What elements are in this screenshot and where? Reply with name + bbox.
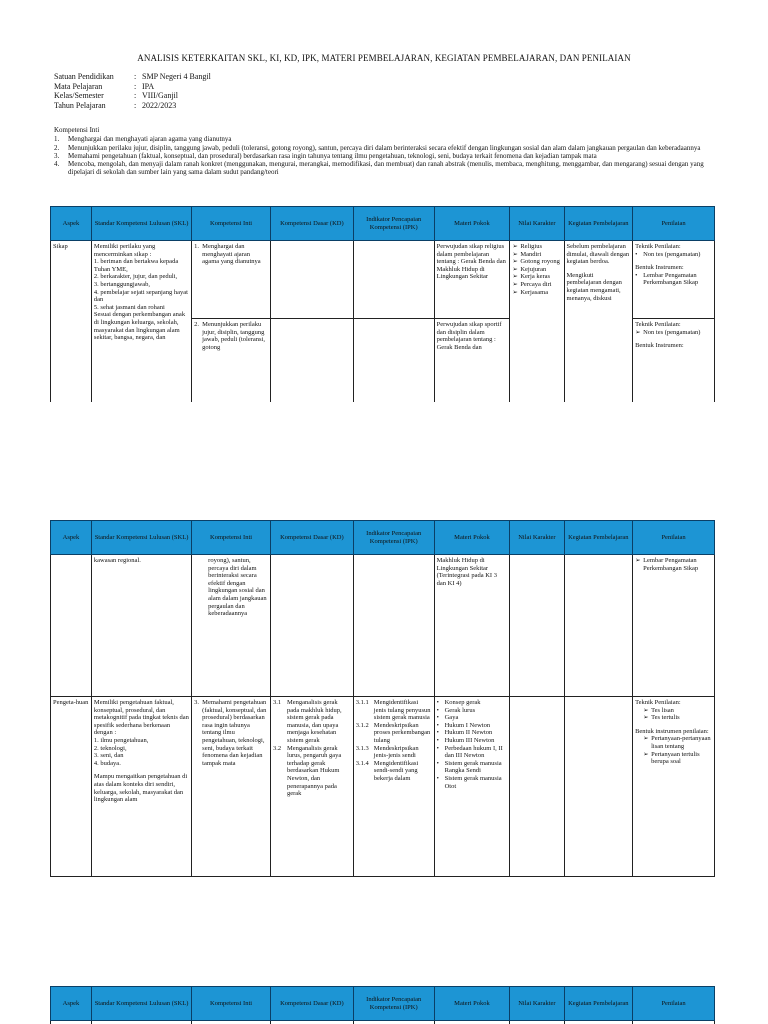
list-item: 3.1.1 Mengidentifikasi jenis tulang penyusun sistem gerak manusia xyxy=(355,699,431,722)
table-section-1 xyxy=(50,206,716,402)
list-item: ➢ Pertanyaan tertulis berupa soal xyxy=(643,750,700,766)
meta-label: Satuan Pendidikan xyxy=(54,72,114,81)
list-item: ➢ Kejujuran xyxy=(512,265,547,273)
penilaian-cell: Teknik Penilaian: ➢ Non tes (pengamatan) Bentuk Instrumen: xyxy=(633,319,715,403)
bullet-icon: • xyxy=(436,736,439,744)
ipk-cell xyxy=(353,697,434,877)
header-cell: Standar Kompetensi Lulusan (SKL) xyxy=(91,207,191,241)
document-title: ANALISIS KETERKAITAN SKL, KI, KD, IPK, MATERI PEMBELAJARAN, KEGIATAN PEMBELAJARAN, DAN PENILAIAN xyxy=(137,53,631,63)
header-cell: Penilaian xyxy=(633,987,715,1021)
list-item: ➢ Percaya diri xyxy=(512,280,552,288)
table-row xyxy=(51,697,715,877)
materi-cell xyxy=(434,697,510,877)
meta-label: Tahun Pelajaran xyxy=(54,100,106,110)
bullet-icon: • xyxy=(635,271,638,279)
arrow-bullet-icon: ➢ xyxy=(635,557,641,564)
table-section-2 xyxy=(50,520,716,878)
header-cell: Indikator Pencapaian Kompetensi (IPK) xyxy=(353,207,434,241)
bullet-icon: • xyxy=(436,744,439,752)
header-cell: Indikator Pencapaian Kompetensi (IPK) xyxy=(353,521,434,555)
penilaian-cell xyxy=(633,555,715,697)
arrow-bullet-icon: ➢ xyxy=(512,288,518,296)
header-cell: Indikator Pencapaian Kompetensi (IPK) xyxy=(353,987,434,1021)
list-item: • Hukum I Newton xyxy=(436,721,491,729)
table-header-row xyxy=(51,987,715,1021)
ki-item: 4. Mencoba, mengolah, dan menyaji dalam ranah konkret (menggunakan, mengurai, merangkai, memodifikasi, dan membuat) dan ranah abstrak (menulis, membaca, menghitung, menggambar, dan mengarang) sesuai dengan yang dipelajari di sekolah dan sumber lain yang sama dalam sudut pandang/teori xyxy=(54,160,704,177)
table-header-row xyxy=(51,521,715,555)
analysis-table xyxy=(50,206,715,402)
header-cell: Aspek xyxy=(51,207,92,241)
ki-cell: royong), santun, percaya diri dalam berinteraksi secara efektif dengan lingkungan sosial dan alam dalam jangkauan pergaulan dan keberadaannya xyxy=(192,555,271,697)
analysis-table xyxy=(50,986,715,1024)
header-cell: Standar Kompetensi Lulusan (SKL) xyxy=(91,987,191,1021)
header-cell: Kompetensi Dasar (KD) xyxy=(270,987,353,1021)
table-section-3 xyxy=(50,986,716,1024)
list-item: 3.1.4 Mengidentifikasi sendi-sendi yang bekerja dalam xyxy=(355,759,419,782)
list-item: ➢ Mandiri xyxy=(512,250,542,258)
list-item: • Sistem gerak manusia Otot xyxy=(436,774,502,790)
meta-value: IPA xyxy=(142,81,155,91)
arrow-bullet-icon: ➢ xyxy=(643,750,649,758)
aspek-cell xyxy=(51,555,92,697)
list-item: • Gerak lurus xyxy=(436,706,476,714)
kegiatan-cell xyxy=(564,697,633,877)
list-item: ➢ Kerja keras xyxy=(512,273,551,281)
list-item: 3.1.2 Mendeskripsikan proses perkembangan tulang xyxy=(355,721,431,744)
arrow-bullet-icon: ➢ xyxy=(512,250,518,258)
list-item: ➢ Tes lisan xyxy=(643,706,674,714)
bullet-icon: • xyxy=(436,759,439,767)
arrow-bullet-icon: ➢ xyxy=(512,280,518,288)
list-item: • Sistem gerak manusia Rangka Sendi xyxy=(436,759,502,775)
list-item: • Perbedaan hukum I, II dan III Newton xyxy=(436,744,503,760)
penilaian-cell: Teknik Penilaian: • Non tes (pengamatan) Bentuk Instrumen: • Lembar Pengamatan Perkembangan Sikap xyxy=(633,241,715,319)
header-cell: Standar Kompetensi Lulusan (SKL) xyxy=(91,521,191,555)
table-row xyxy=(51,1021,715,1024)
kegiatan-cell xyxy=(564,555,633,697)
header-cell: Aspek xyxy=(51,521,92,555)
meta-row: Tahun Pelajaran : 2022/2023 xyxy=(54,100,177,110)
header-cell: Aspek xyxy=(51,987,92,1021)
bullet-icon: • xyxy=(436,729,439,737)
ki-heading: Kompetensi Inti xyxy=(54,126,100,134)
table-row xyxy=(51,555,715,697)
header-cell: Materi Pokok xyxy=(434,521,510,555)
arrow-bullet-icon: ➢ xyxy=(643,714,649,722)
bullet-icon: • xyxy=(436,714,439,722)
list-item: 3.1 Menganalisis gerak pada makhluk hidup, sistem gerak pada manusia, dan upaya menjaga kesehatan sistem gerak xyxy=(272,699,342,744)
skl-cell: Memiliki perilaku yang mencerminkan sikap : 1. beriman dan bertakwa kepada Tuhan YME, 2. berkarakter, jujur, dan peduli, 3. bertanggungjawab, 4. pembelajar sejati sepanjang hayat dan 5. sehat jasmani dan rohani Sesuai dengan perkembangan anak di lingkungan keluarga, sekolah, masyarakat dan lingkungan alam sekitar, bangsa, negara, dan xyxy=(91,241,191,403)
kompetensi-inti-list xyxy=(54,126,724,177)
list-item: • Konsep gerak xyxy=(436,699,481,706)
bullet-icon: • xyxy=(635,250,638,258)
kd-cell xyxy=(270,241,353,319)
header-cell: Kompetensi Inti xyxy=(192,521,271,555)
meta-value: VIII/Ganjil xyxy=(142,91,178,100)
nilai-karakter-cell xyxy=(510,697,564,877)
materi-cell: Perwujudan sikap sportif dan disiplin dalam pembelajaran tentang : Gerak Benda dan xyxy=(434,319,510,403)
kd-cell xyxy=(270,319,353,403)
ki-cell: 2. Menunjukkan perilaku jujur, disiplin, tanggung jawab, peduli (toleransi, gotong xyxy=(192,319,271,403)
list-item: ➢ Lembar Pengamatan Perkembangan Sikap xyxy=(635,557,699,572)
header-cell: Kompetensi Dasar (KD) xyxy=(270,207,353,241)
ki-item: 2. Menunjukkan perilaku jujur, disiplin, tanggung jawab, peduli (toleransi, gotong royong), santun, percaya diri dalam berinteraksi secara efektif dengan lingkungan sosial dan alam dalam jangkauan pergaulan dan keberadaannya xyxy=(54,143,701,152)
meta-row: Kelas/Semester : VIII/Ganjil xyxy=(54,91,178,100)
arrow-bullet-icon: ➢ xyxy=(512,273,518,281)
header-cell: Kompetensi Inti xyxy=(192,987,271,1021)
materi-cell: Makhluk Hidup di Lingkungan Sekitar (Terintegrasi pada KI 3 dan KI 4) xyxy=(434,555,510,697)
header-cell: Kegiatan Pembelajaran xyxy=(564,207,633,241)
ki-cell: 1. Menghargai dan menghayati ajaran agama yang dianutnya xyxy=(192,241,271,319)
penilaian-cell: Teknik Penilaian: ➢ Tes lisan ➢ Tes tertulis Bentuk instrumen penilaian: ➢ Pertanyaan-pertanyaan lisan tentang ➢ Pertanyaan tertulis berupa soal xyxy=(633,697,715,877)
arrow-bullet-icon: ➢ xyxy=(512,265,518,273)
materi-cell: Perwujudan sikap religius dalam pembelajaran tentang : Gerak Benda dan Makhluk Hidup di Lingkungan Sekitar xyxy=(434,241,510,319)
kegiatan-cell: Sebelum pembelajaran dimulai, diawali dengan kegiatan berdoa. Mengikuti pembelajaran dengan kegiatan mengamati, menanya, diskusi xyxy=(564,241,633,403)
header-cell: Kegiatan Pembelajaran xyxy=(564,987,633,1021)
kd-cell xyxy=(270,697,353,877)
ipk-cell xyxy=(353,555,434,697)
skl-cell: Memiliki pengetahuan faktual, konseptual, prosedural, dan metakognitif pada tingkat teknis dan spesifik sederhana berkenaan dengan : 1. ilmu pengetahuan, 2. teknologi, 3. seni, dan 4. budaya. Mampu mengaitkan pengetahuan di atas dalam konteks diri sendiri, keluarga, sekolah, masyarakat dan lingkungan alam xyxy=(91,697,191,877)
meta-label: Kelas/Semester xyxy=(54,91,104,100)
header-cell: Kompetensi Inti xyxy=(192,207,271,241)
list-item: ➢ Non tes (pengamatan) xyxy=(635,328,701,336)
meta-row: Satuan Pendidikan : SMP Negeri 4 Bangil xyxy=(54,72,211,81)
list-item: ➢ Pertanyaan-pertanyaan lisan tentang xyxy=(643,735,711,750)
ipk-cell xyxy=(353,241,434,319)
ki-item: 3. Memahami pengetahuan (faktual, konseptual, dan prosedural) berdasarkan rasa ingin tahunya tentang ilmu pengetahuan, teknologi, seni, budaya terkait fenomena dan kejadian tampak mata xyxy=(54,151,597,160)
header-cell: Kompetensi Dasar (KD) xyxy=(270,521,353,555)
ki-cell: 3. Memahami pengetahuan (faktual, konseptual, dan prosedural) berdasarkan rasa ingin tahunya tentang ilmu pengetahuan, teknologi, seni, budaya terkait fenomena dan kejadian tampak mata xyxy=(192,697,271,877)
header-cell: Nilai Karakter xyxy=(510,207,564,241)
list-item: 3.1.3 Mendeskripsikan jenis-jenis sendi xyxy=(355,744,419,760)
bullet-icon: • xyxy=(436,699,439,706)
ki-item: 1. Menghargai dan menghayati ajaran agama yang dianutnya xyxy=(54,135,232,144)
list-item: • Hukum III Newton xyxy=(436,736,495,744)
aspek-cell: Pengeta-huan xyxy=(51,697,92,877)
list-item: ➢ Tes tertulis xyxy=(643,714,680,722)
table-header-row xyxy=(51,207,715,241)
list-item: • Non tes (pengamatan) xyxy=(635,250,701,258)
skl-cell: kawasan regional. xyxy=(91,555,191,697)
meta-label: Mata Pelajaran xyxy=(54,81,103,91)
nilai-karakter-cell xyxy=(510,555,564,697)
ipk-cell xyxy=(353,319,434,403)
list-item: • Lembar Pengamatan Perkembangan Sikap xyxy=(635,271,699,287)
list-item: • Hukum II Newton xyxy=(436,729,493,737)
list-item: • Gaya xyxy=(436,714,459,722)
meta-value: SMP Negeri 4 Bangil xyxy=(142,72,211,81)
kd-cell xyxy=(270,555,353,697)
identity-block xyxy=(54,72,211,110)
bullet-icon: • xyxy=(436,721,439,729)
list-item: ➢ Gotong royong xyxy=(512,258,560,266)
header-cell: Penilaian xyxy=(633,521,715,555)
header-cell: Nilai Karakter xyxy=(510,987,564,1021)
arrow-bullet-icon: ➢ xyxy=(635,328,641,336)
bullet-icon: • xyxy=(436,706,439,714)
list-item: 3.2 Menganalisis gerak lurus, pengaruh gaya terhadap gerak berdasarkan Hukum Newton, dan penerapannya pada gerak xyxy=(272,744,342,798)
list-item: ➢ Kerjasama xyxy=(512,288,549,296)
analysis-table xyxy=(50,520,715,877)
header-cell: Kegiatan Pembelajaran xyxy=(564,521,633,555)
arrow-bullet-icon: ➢ xyxy=(643,735,649,743)
arrow-bullet-icon: ➢ xyxy=(512,243,518,250)
bullet-icon: • xyxy=(436,774,439,782)
list-item: ➢ Religius xyxy=(512,243,542,250)
arrow-bullet-icon: ➢ xyxy=(643,706,649,714)
header-cell: Penilaian xyxy=(633,207,715,241)
nilai-karakter-cell xyxy=(510,241,564,403)
table-row xyxy=(51,241,715,319)
header-cell: Materi Pokok xyxy=(434,987,510,1021)
meta-value: 2022/2023 xyxy=(142,100,177,110)
arrow-bullet-icon: ➢ xyxy=(512,258,518,266)
aspek-cell: Sikap xyxy=(51,241,92,403)
header-cell: Materi Pokok xyxy=(434,207,510,241)
header-cell: Nilai Karakter xyxy=(510,521,564,555)
meta-row: Mata Pelajaran : IPA xyxy=(54,81,155,91)
